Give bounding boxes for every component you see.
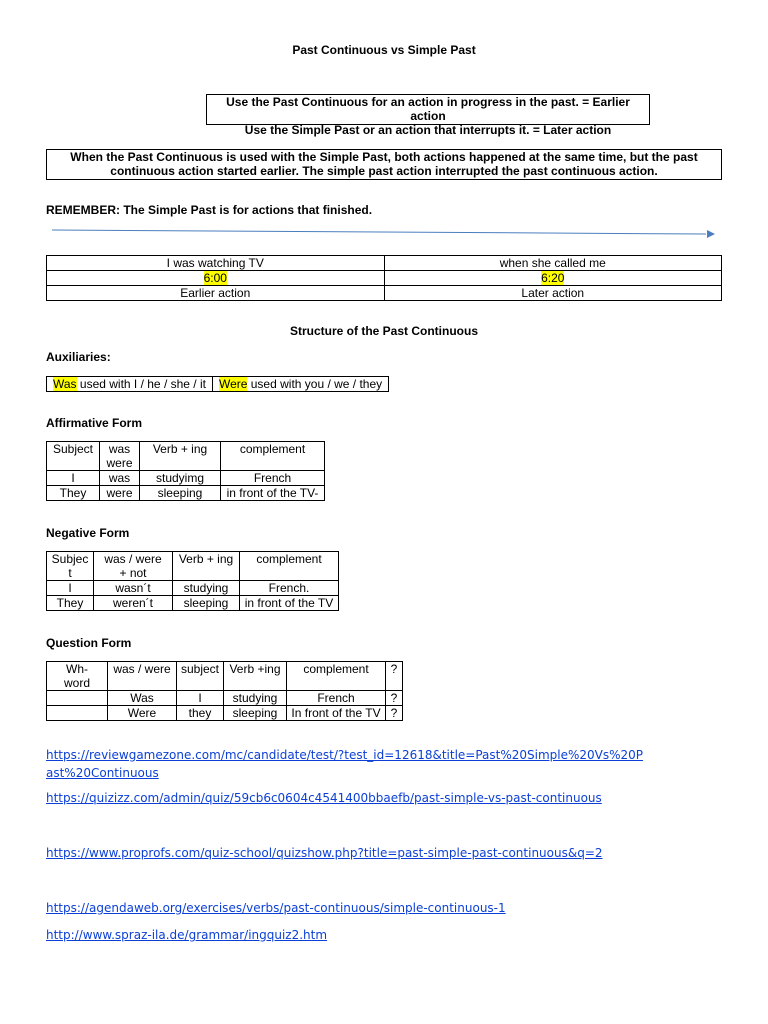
table-cell: French. (240, 581, 339, 596)
table-cell: French (221, 471, 325, 486)
table-cell: weren´t (94, 596, 173, 611)
explanation-text: When the Past Continuous is used with the Simple Past, both actions happened at the same time, but the past continuous action started earlier. The simple past action interrupted the past continuous action. (70, 150, 698, 178)
affirmative-label: Affirmative Form (46, 416, 143, 430)
table-header-cell: Wh-word (47, 662, 108, 691)
affirmative-table (46, 441, 325, 501)
table-cell (47, 271, 385, 286)
table-row (47, 256, 722, 271)
table-header-row (47, 552, 339, 581)
table-header-cell: complement (240, 552, 339, 581)
rule-box (206, 94, 650, 137)
table-header-cell: Subjec t (47, 552, 94, 581)
link-block-2 (46, 791, 602, 805)
link-block-4 (46, 901, 506, 915)
table-header-cell: Verb +ing (224, 662, 287, 691)
table-row (47, 691, 403, 706)
table-cell: sleeping (173, 596, 240, 611)
table-header-cell: was were (100, 442, 140, 471)
link-block-3 (46, 846, 603, 860)
table-cell (384, 271, 722, 286)
table-row (47, 581, 339, 596)
table-cell: They (47, 486, 100, 501)
table-cell: in front of the TV- (221, 486, 325, 501)
table-row (47, 286, 722, 301)
table-cell: studyimg (140, 471, 221, 486)
table-cell: They (47, 596, 94, 611)
table-header-cell: Verb + ing (173, 552, 240, 581)
table-cell: in front of the TV (240, 596, 339, 611)
page-title: Past Continuous vs Simple Past (292, 43, 476, 57)
link-reviewgamezone[interactable]: https://reviewgamezone.com/mc/candidate/test/?test_id=12618&title=Past%20Simple%20Vs%20Past%20Continuous (46, 748, 644, 780)
was-usage: used with I / he / she / it (76, 377, 206, 391)
table-header-cell: Verb + ing (140, 442, 221, 471)
table-header-cell: Subject (47, 442, 100, 471)
negative-label: Negative Form (46, 526, 130, 540)
table-cell (47, 691, 108, 706)
structure-title: Structure of the Past Continuous (289, 324, 478, 338)
was-word: Was (53, 377, 77, 391)
table-cell: ? (386, 706, 403, 721)
time-later: 6:20 (541, 271, 565, 285)
timeline-arrow (50, 226, 718, 240)
link-quizizz[interactable]: https://quizizz.com/admin/quiz/59cb6c0604c4541400bbaefb/past-simple-vs-past-continuous (46, 791, 602, 805)
table-row (47, 377, 389, 392)
table-header-row (47, 442, 325, 471)
table-cell: Were (108, 706, 177, 721)
table-cell (212, 377, 388, 392)
table-cell: Earlier action (47, 286, 385, 301)
rule-line-2: Use the Simple Past or an action that interrupts it. = Later action (244, 123, 612, 137)
table-cell: was (100, 471, 140, 486)
table-cell: I was watching TV (47, 256, 385, 271)
table-cell (47, 377, 213, 392)
question-table (46, 661, 403, 721)
negative-table (46, 551, 339, 611)
table-row (47, 271, 722, 286)
table-cell: wasn´t (94, 581, 173, 596)
table-cell: I (47, 581, 94, 596)
table-row (47, 706, 403, 721)
link-block-1 (46, 746, 646, 782)
table-cell: I (177, 691, 224, 706)
were-usage: used with you / we / they (247, 377, 383, 391)
table-cell: I (47, 471, 100, 486)
table-cell: studying (173, 581, 240, 596)
table-cell: sleeping (140, 486, 221, 501)
table-cell: studying (224, 691, 287, 706)
timeline-table (46, 255, 722, 301)
time-earlier: 6:00 (203, 271, 227, 285)
table-header-cell: complement (287, 662, 386, 691)
link-block-5 (46, 928, 327, 942)
table-cell: Was (108, 691, 177, 706)
table-row (47, 471, 325, 486)
table-header-cell: was / were (108, 662, 177, 691)
table-cell: Later action (384, 286, 722, 301)
table-header-row (47, 662, 403, 691)
table-header-cell: subject (177, 662, 224, 691)
rule-line-1: Use the Past Continuous for an action in progress in the past. = Earlier action (226, 95, 630, 123)
link-spraz-ila[interactable]: http://www.spraz-ila.de/grammar/ingquiz2.htm (46, 928, 328, 942)
table-cell: when she called me (384, 256, 722, 271)
table-cell: In front of the TV (287, 706, 386, 721)
auxiliaries-label: Auxiliaries: (46, 350, 111, 364)
table-cell (47, 706, 108, 721)
table-cell: French (287, 691, 386, 706)
table-header-cell: ? (386, 662, 403, 691)
link-proprofs[interactable]: https://www.proprofs.com/quiz-school/quizshow.php?title=past-simple-past-continuous&q=2 (46, 846, 603, 860)
remember-note: REMEMBER: The Simple Past is for actions that finished. (46, 203, 373, 217)
table-cell: they (177, 706, 224, 721)
question-label: Question Form (46, 636, 132, 650)
auxiliaries-table (46, 376, 389, 392)
were-word: Were (218, 377, 248, 391)
table-cell: were (100, 486, 140, 501)
table-row (47, 486, 325, 501)
explanation-box (46, 149, 722, 180)
link-agendaweb[interactable]: https://agendaweb.org/exercises/verbs/past-continuous/simple-continuous-1 (46, 901, 506, 915)
table-cell: sleeping (224, 706, 287, 721)
table-header-cell: complement (221, 442, 325, 471)
table-row (47, 596, 339, 611)
table-header-cell: was / were + not (94, 552, 173, 581)
table-cell: ? (386, 691, 403, 706)
